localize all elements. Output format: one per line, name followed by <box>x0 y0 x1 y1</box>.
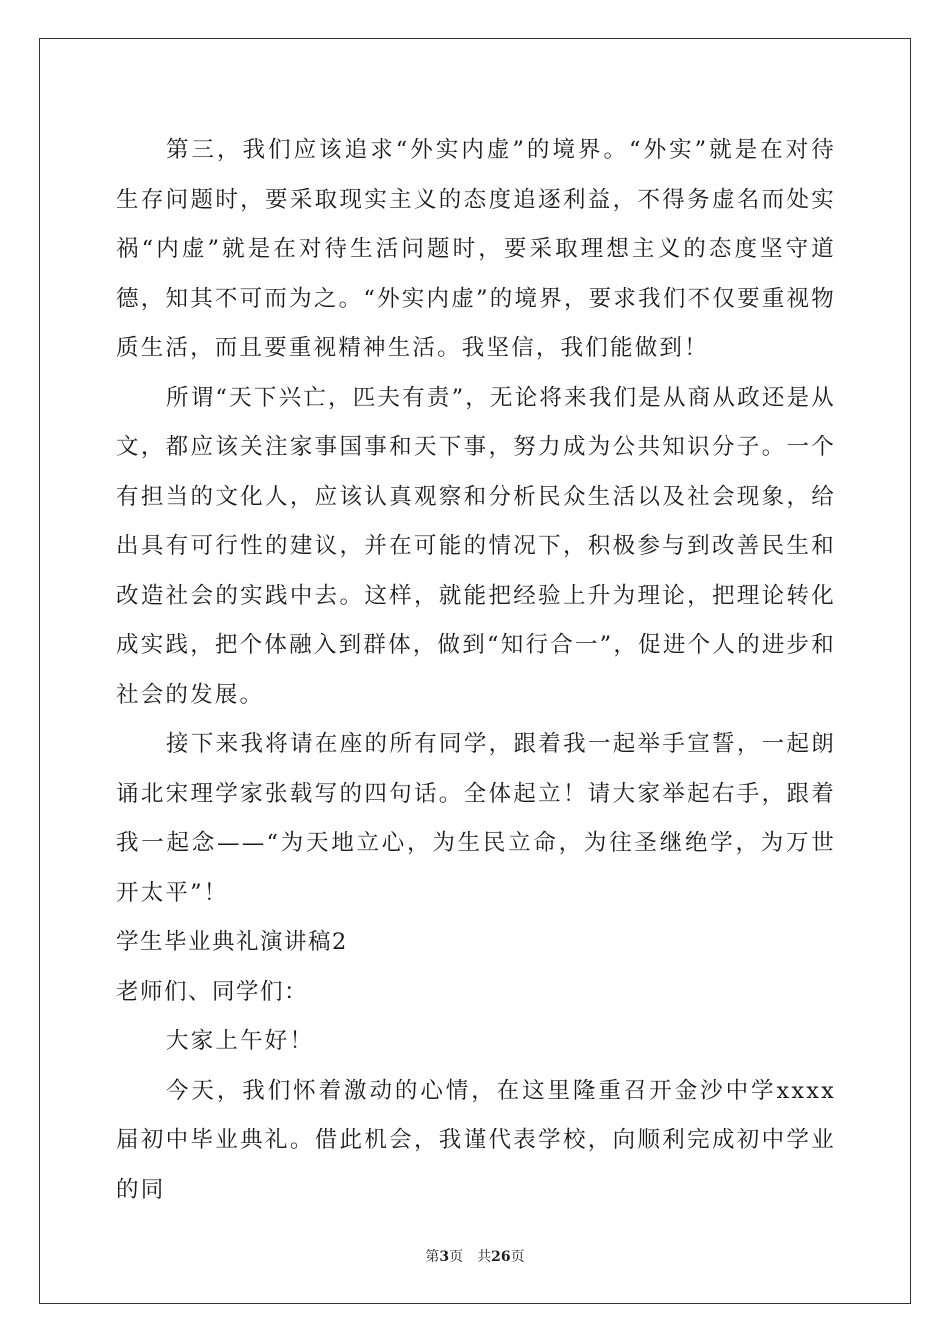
footer-prefix: 第 <box>425 1249 440 1265</box>
footer-page-number: 3 <box>439 1249 450 1265</box>
paragraph-opening: 今天，我们怀着激动的心情，在这里隆重召开金沙中学xxxx届初中毕业典礼。借此机会，我谨代表学校，向顺利完成初中学业的同 <box>116 1077 836 1203</box>
salutation: 老师们、同学们： <box>116 978 309 1005</box>
paragraph-oath: 接下来我将请在座的所有同学，跟着我一起举手宣誓，一起朗诵北宋理学家张载写的四句话。全体起立！请大家举起右手，跟着我一起念——“为天地立心，为生民立命，为往圣继绝学，为万世开太平”！ <box>116 731 836 906</box>
footer-suffix: 页 <box>510 1249 525 1265</box>
paragraph-third-point: 第三，我们应该追求“外实内虚”的境界。“外实”就是在对待生存问题时，要采取现实主义的态度追逐利益，不得务虚名而处实祸“内虚”就是在对待生活问题时，要采取理想主义的态度坚守道德，知其不可而为之。“外实内虚”的境界，要求我们不仅要重视物质生活，而且要重视精神生活。我坚信，我们能做到！ <box>116 137 836 361</box>
footer-total-pages: 26 <box>491 1249 511 1265</box>
document-body <box>116 126 836 1215</box>
page-footer <box>0 1246 950 1266</box>
paragraph-responsibility: 所谓“天下兴亡，匹夫有责”，无论将来我们是从商从政还是从文，都应该关注家事国事和天下事，努力成为公共知识分子。一个有担当的文化人，应该认真观察和分析民众生活以及社会现象，给出具有可行性的建议，并在可能的情况下，积极参与到改善民生和改造社会的实践中去。这样，就能把经验上升为理论，把理论转化成实践，把个体融入到群体，做到“知行合一”，促进个人的进步和社会的发展。 <box>116 384 836 708</box>
section-title: 学生毕业典礼演讲稿2 <box>116 929 348 955</box>
greeting: 大家上午好！ <box>166 1028 315 1054</box>
footer-middle: 页 共 <box>449 1249 492 1265</box>
